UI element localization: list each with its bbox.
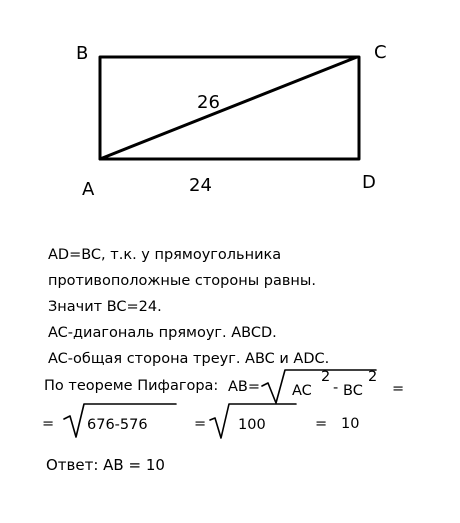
solution-line-5: AC-общая сторона треуг. ABC и ADC. [48,351,330,367]
radicand-1: 676-576 [87,417,148,433]
line7-equals: = [42,416,55,432]
diagonal-length-label: 26 [197,92,220,113]
vertex-label-d: D [362,172,376,193]
answer-line: Ответ: AB = 10 [46,456,165,474]
solution-line-1: AD=BC, т.к. у прямоугольника [48,247,282,263]
side-ad-length-label: 24 [189,175,212,196]
formula-bc: BC [343,383,363,399]
pythagoras-prefix: По теореме Пифагора: [44,378,219,394]
formula-minus: - [333,380,339,396]
radicand-2: 100 [238,417,266,433]
solution-line-4: AC-диагональ прямоуг. ABCD. [48,325,277,341]
formula-exp-2: 2 [368,369,378,385]
solution-line-2: противоположные стороны равны. [48,273,316,289]
vertex-label-c: C [374,42,387,63]
formula-ac: AC [292,383,312,399]
formula-ab-equals: AB= [228,379,261,395]
equals-3: = [315,416,328,432]
solution-line-3: Значит BC=24. [48,299,162,315]
formula-exp-1: 2 [321,369,331,385]
vertex-label-a: A [82,179,95,200]
vertex-label-b: B [76,43,89,64]
diagonal-ac [100,57,357,159]
result-value: 10 [341,416,360,432]
formula-equals-end: = [392,381,405,397]
equals-2: = [194,416,207,432]
